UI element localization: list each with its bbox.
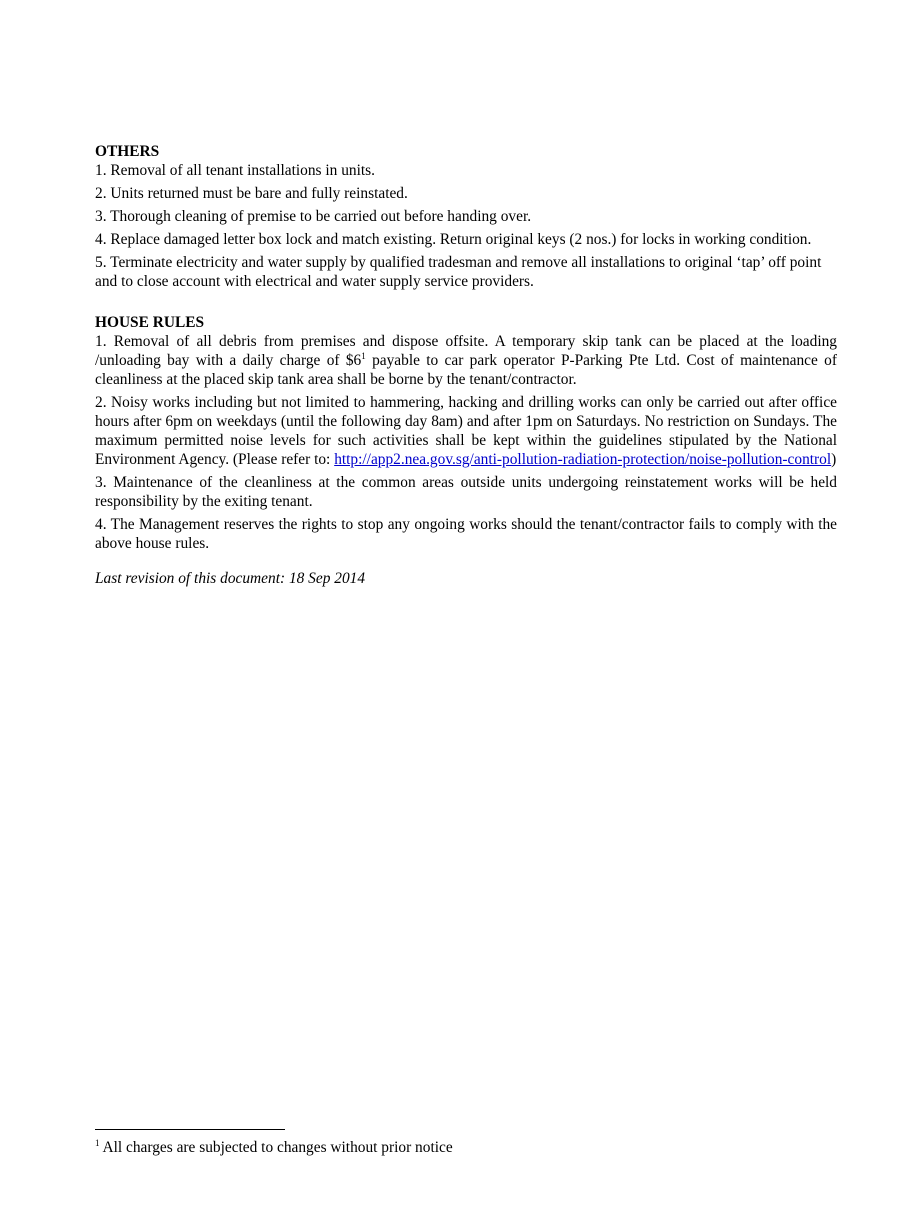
document-body: [95, 142, 837, 592]
house-rules-item-1-text: 1. Removal of all debris from premises and dispose offsite. A temporary skip tank can be placed at the loading /unloading bay with a daily charge of $6: [95, 333, 837, 369]
others-item-4: 4. Replace damaged letter box lock and match existing. Return original keys (2 nos.) for locks in working condition.: [95, 231, 812, 248]
others-heading: OTHERS: [95, 143, 160, 160]
others-item-1: 1. Removal of all tenant installations in units.: [95, 162, 375, 179]
footnote-divider: [95, 1129, 285, 1130]
house-rules-item-3: 3. Maintenance of the cleanliness at the common areas outside units undergoing reinstatement works will be held responsibility by the exiting tenant.: [95, 474, 837, 510]
house-rules-item-2-close: ): [831, 451, 837, 468]
footnote-marker: 1: [95, 1137, 100, 1148]
house-rules-item-2-text: 2. Noisy works including but not limited to hammering, hacking and drilling works can only be carried out after office hours after 6pm on weekdays (until the following day 8am) and after 1pm on Saturdays. No restriction on Sundays. The maximum permitted noise levels for such activities shall be kept within the guidelines stipulated by the National Environment Agency. (Please refer to:: [95, 394, 837, 468]
footnote-reference: 1: [361, 350, 366, 361]
others-item-5: 5. Terminate electricity and water supply by qualified tradesman and remove all installations to original ‘tap’ off point and to close account with electrical and water supply service providers.: [95, 254, 822, 290]
house-rules-item-2: [95, 393, 837, 469]
footnote: [95, 1138, 453, 1157]
house-rules-item-4: 4. The Management reserves the rights to stop any ongoing works should the tenant/contractor fails to comply with the above house rules.: [95, 516, 837, 552]
house-rules-heading: HOUSE RULES: [95, 314, 205, 331]
footnote-text: All charges are subjected to changes without prior notice: [99, 1139, 453, 1156]
others-item-2: 2. Units returned must be bare and fully reinstated.: [95, 185, 408, 202]
others-item-3: 3. Thorough cleaning of premise to be carried out before handing over.: [95, 208, 532, 225]
nea-noise-control-link[interactable]: http://app2.nea.gov.sg/anti-pollution-radiation-protection/noise-pollution-control: [334, 451, 832, 468]
house-rules-item-1-text-cont: payable to car park operator P-Parking Pte Ltd. Cost of maintenance of cleanliness at the placed skip tank area shall be borne by the tenant/contractor.: [95, 352, 837, 388]
house-rules-item-1: [95, 332, 837, 389]
last-revision-note: Last revision of this document: 18 Sep 2014: [95, 570, 366, 587]
section-spacer: [95, 295, 837, 313]
